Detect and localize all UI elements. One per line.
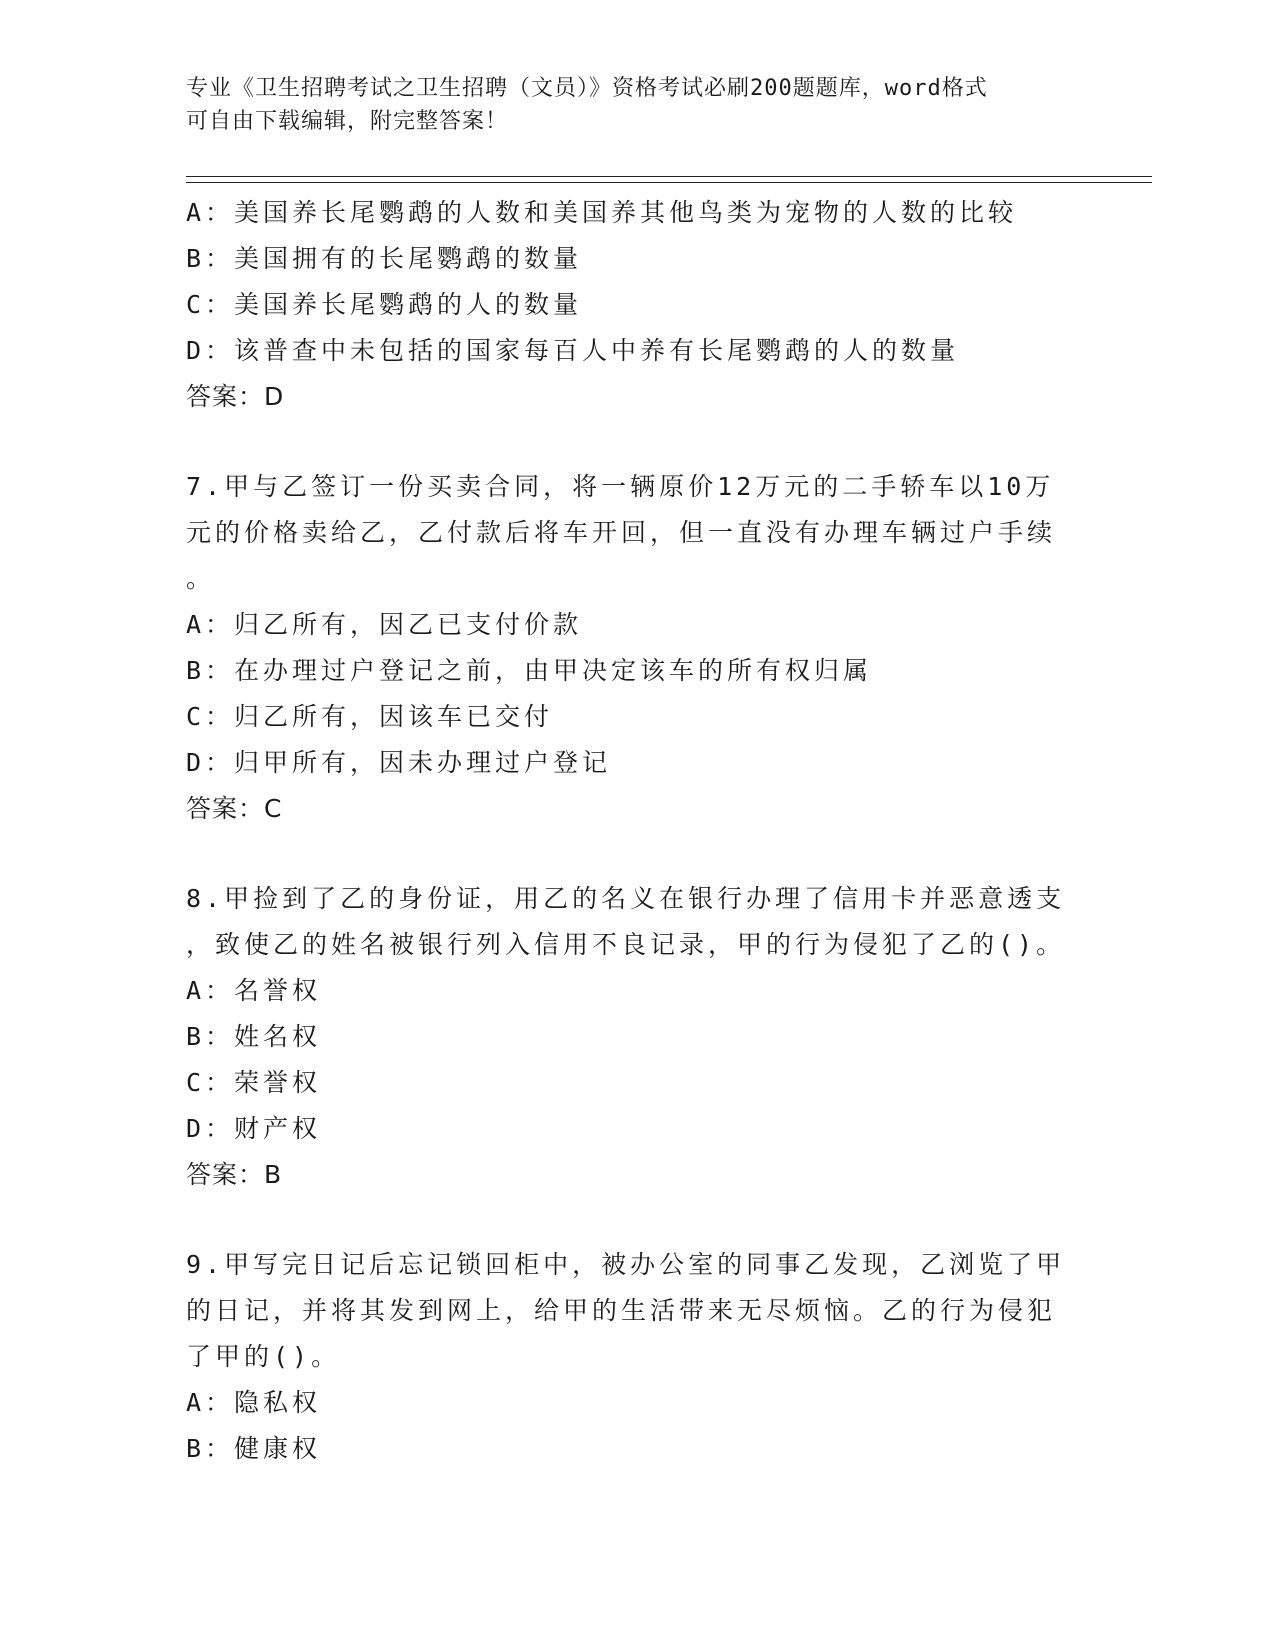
question-7-stem-line-2: 元的价格卖给乙，乙付款后将车开回，但一直没有办理车辆过户手续: [186, 518, 1057, 547]
question-7-option-c: C：归乙所有，因该车已交付: [186, 702, 554, 731]
header-divider-top: [186, 176, 1152, 177]
question-8-option-a: A：名誉权: [186, 976, 322, 1005]
question-list: [186, 190, 1086, 1472]
spacer: [186, 420, 1086, 464]
question-9-option-a: A：隐私权: [186, 1388, 322, 1417]
question-9-stem-line-2: 的日记，并将其发到网上，给甲的生活带来无尽烦恼。乙的行为侵犯: [186, 1296, 1057, 1325]
header-title-line-2: 可自由下载编辑，附完整答案！: [186, 109, 509, 134]
document-header: [186, 72, 1066, 138]
question-8: [186, 876, 1086, 1198]
question-6-option-c: C：美国养长尾鹦鹉的人的数量: [186, 290, 583, 319]
question-7: [186, 464, 1086, 832]
question-7-answer: 答案：C: [186, 794, 283, 823]
header-divider-bottom: [186, 182, 1152, 183]
spacer: [186, 1198, 1086, 1242]
question-9-stem-line-3: 了甲的()。: [186, 1342, 341, 1371]
question-7-stem-line-3: 。: [186, 564, 216, 593]
question-7-option-a: A：归乙所有，因乙已支付价款: [186, 610, 583, 639]
question-8-option-d: D：财产权: [186, 1114, 322, 1143]
question-6: [186, 190, 1086, 420]
question-8-option-b: B：姓名权: [186, 1022, 322, 1051]
question-6-option-a: A：美国养长尾鹦鹉的人数和美国养其他鸟类为宠物的人数的比较: [186, 198, 1018, 227]
question-9-stem-line-1: 9.甲写完日记后忘记锁回柜中，被办公室的同事乙发现，乙浏览了甲: [186, 1250, 1066, 1279]
question-8-stem-line-1: 8.甲捡到了乙的身份证，用乙的名义在银行办理了信用卡并恶意透支: [186, 884, 1066, 913]
question-6-option-d: D：该普查中未包括的国家每百人中养有长尾鹦鹉的人的数量: [186, 336, 960, 365]
question-7-option-b: B：在办理过户登记之前，由甲决定该车的所有权归属: [186, 656, 873, 685]
question-8-option-c: C：荣誉权: [186, 1068, 322, 1097]
header-title-line-1: 专业《卫生招聘考试之卫生招聘（文员）》资格考试必刷200题题库，word格式: [186, 76, 988, 101]
question-9: [186, 1242, 1086, 1472]
question-6-option-b: B：美国拥有的长尾鹦鹉的数量: [186, 244, 583, 273]
question-7-option-d: D：归甲所有，因未办理过户登记: [186, 748, 612, 777]
question-8-answer: 答案：B: [186, 1160, 283, 1189]
question-8-stem-line-2: ，致使乙的姓名被银行列入信用不良记录，甲的行为侵犯了乙的()。: [186, 930, 1066, 959]
question-9-option-b: B：健康权: [186, 1434, 322, 1463]
spacer: [186, 832, 1086, 876]
question-6-answer: 答案：D: [186, 382, 285, 411]
question-7-stem-line-1: 7.甲与乙签订一份买卖合同，将一辆原价12万元的二手轿车以10万: [186, 472, 1055, 501]
